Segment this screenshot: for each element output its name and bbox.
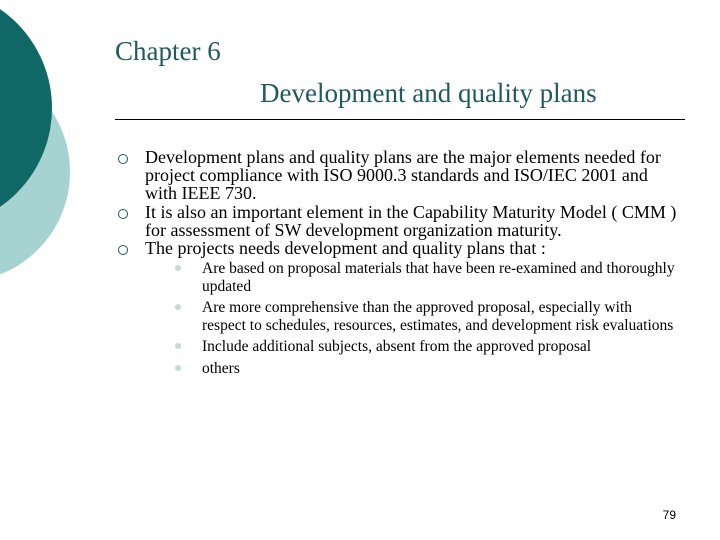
decorative-circles bbox=[0, 0, 120, 300]
sub-bullet-item bbox=[174, 360, 678, 378]
sub-bullet-item bbox=[174, 299, 678, 334]
bullet-item bbox=[118, 203, 678, 239]
sub-bullet-item bbox=[174, 338, 678, 356]
dot-bullet-icon bbox=[175, 365, 181, 371]
dot-bullet-icon bbox=[175, 343, 181, 349]
sub-bullet-list bbox=[145, 260, 678, 377]
page-number: 79 bbox=[662, 508, 676, 522]
sub-bullet-text: Include additional subjects, absent from the approved proposal bbox=[202, 338, 592, 356]
circle-bullet-icon bbox=[118, 245, 128, 255]
bullet-text: Development plans and quality plans are the major elements needed for project compliance with ISO 9000.3 standards and ISO/IEC 2001 and with IEEE 730. bbox=[145, 147, 661, 204]
bullet-list bbox=[118, 148, 678, 381]
circle-bullet-icon bbox=[118, 209, 128, 219]
bullet-item bbox=[118, 148, 678, 203]
sub-bullet-item bbox=[174, 260, 678, 295]
slide-title-topic: Development and quality plans bbox=[260, 78, 597, 108]
sub-bullet-text: Are more comprehensive than the approved proposal, especially with respect to schedules, resources, estimates, and development risk evaluations bbox=[202, 299, 674, 334]
circle-bullet-icon bbox=[118, 154, 128, 164]
dot-bullet-icon bbox=[175, 304, 181, 310]
title-divider bbox=[115, 119, 685, 120]
bullet-text: The projects needs development and quality plans that : bbox=[145, 238, 546, 259]
sub-bullet-text: Are based on proposal materials that have been re-examined and thoroughly updated bbox=[202, 260, 675, 295]
dot-bullet-icon bbox=[175, 265, 181, 271]
slide-title-chapter: Chapter 6 bbox=[115, 36, 221, 66]
bullet-text: It is also an important element in the Capability Maturity Model ( CMM ) for assessment of SW development organization maturity. bbox=[145, 201, 677, 240]
bullet-item bbox=[118, 239, 678, 377]
sub-bullet-text: others bbox=[202, 359, 240, 377]
